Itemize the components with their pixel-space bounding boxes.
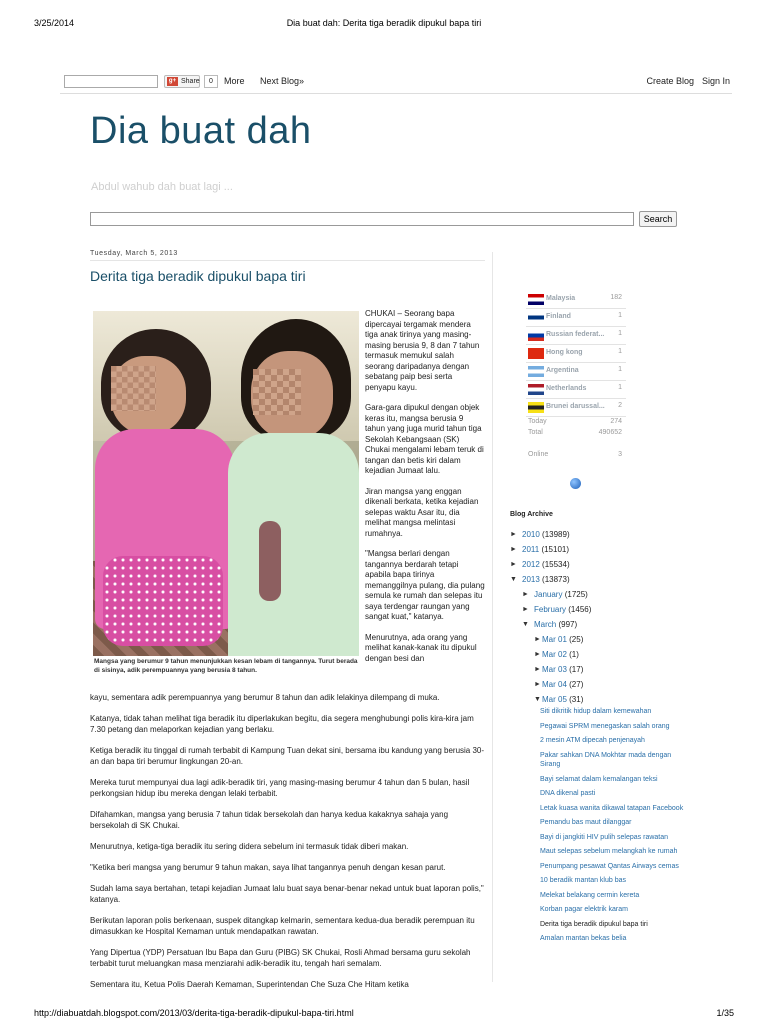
create-blog-link[interactable]: Create Blog (646, 76, 694, 86)
archive-toggle-icon[interactable]: ► (522, 606, 529, 613)
post-paragraph: Difahamkan, mangsa yang berusia 7 tahun tidak bersekolah dan hanya kedua kakaknya sahaja yang bersekolah di SK Chukai. (90, 810, 449, 830)
archive-post-link[interactable]: Penumpang pesawat Qantas Airways cemas (540, 862, 679, 870)
archive-post-link[interactable]: Amalan mantan bekas belia (540, 935, 627, 942)
post-photo[interactable] (93, 311, 359, 656)
post-paragraph: Yang Dipertua (YDP) Persatuan Ibu Bapa dan Guru (PIBG) SK Chukai, Rosli Ahmad bersama guru sekolah terbabit turut meluangkan masa menziarahi adik-beradik itu, tengah hari semalam. (90, 948, 471, 968)
archive-label[interactable]: March (534, 620, 557, 629)
flag-row (526, 291, 626, 309)
archive-count: (1725) (564, 590, 588, 599)
face-blur-mosaic (253, 369, 301, 415)
flag-count: 182 (610, 294, 622, 301)
archive-count: (13989) (542, 530, 570, 539)
flag-icon (528, 330, 544, 341)
flag-count: 1 (618, 330, 622, 337)
archive-label[interactable]: Mar 05 (542, 695, 567, 704)
flag-stat-row (526, 439, 626, 450)
archive-post-link[interactable]: Derita tiga beradik dipukul bapa tiri (540, 920, 648, 928)
flag-icon (528, 348, 544, 359)
post-paragraph: Menurutnya, ketiga-tiga beradik itu sering didera sebelum ini termasuk tidak diberi makan. (90, 842, 409, 851)
archive-label[interactable]: Mar 04 (542, 680, 567, 689)
archive-label[interactable]: Mar 03 (542, 665, 567, 674)
archive-item[interactable] (510, 527, 690, 542)
archive-toggle-icon[interactable]: ► (534, 681, 541, 688)
archive-post-link[interactable]: Bayi di jangkiti HIV pulih selepas rawatan (540, 833, 669, 841)
archive-count: (27) (569, 680, 584, 689)
archive-item[interactable] (510, 617, 690, 632)
archive-toggle-icon[interactable]: ► (522, 591, 529, 598)
flag-country: Malaysia (546, 295, 576, 302)
archive-count: (15534) (542, 560, 570, 569)
post-paragraph: Sudah lama saya bertahan, tetapi kejadian Jumaat lalu buat saya benar-benar nekad untuk buat laporan polis," katanya. (90, 884, 484, 904)
blog-description: Abdul wahub dah buat lagi ... (91, 181, 233, 193)
archive-item[interactable] (510, 677, 690, 692)
archive-post-link[interactable]: Melekat belakang cermin kereta (540, 891, 640, 899)
archive-item[interactable] (510, 557, 690, 572)
stat-value: 274 (610, 418, 622, 425)
archive-toggle-icon[interactable]: ▼ (534, 696, 541, 703)
post-paragraph: Katanya, tidak tahan melihat tiga beradik itu diperlakukan begitu, dia segera menghubungi polis kira-kira jam 7.30 petang dan melaporkan kejadian yang berlaku. (90, 714, 474, 734)
archive-label[interactable]: 2012 (522, 560, 540, 569)
more-link[interactable]: More (224, 76, 245, 86)
archive-label[interactable]: February (534, 605, 567, 614)
archive-post-link[interactable]: 2 mesin ATM dipecah penjenayah (540, 737, 645, 744)
print-date: 3/25/2014 (34, 18, 75, 28)
flag-country: Netherlands (546, 385, 587, 392)
flag-stat-row (526, 417, 626, 428)
flag-icon (528, 312, 544, 323)
face-blur-mosaic (111, 366, 156, 411)
archive-count: (31) (569, 695, 584, 704)
blogger-navbar (60, 72, 732, 94)
post-paragraph: Gara-gara dipukul dengan objek keras itu, mangsa berusia 9 tahun yang juga murid tahun tiga Sekolah Kebangsaan (SK) Chukai mengalami lebam teruk di tangan dan betis kiri dalam kejadian Jumaat lalu. (365, 403, 484, 475)
archive-item[interactable] (510, 542, 690, 557)
navbar-search-input[interactable] (64, 75, 158, 88)
post-side-text (365, 309, 485, 674)
flag-count: 1 (618, 348, 622, 355)
archive-count: (1) (569, 650, 579, 659)
archive-count: (13873) (542, 575, 570, 584)
flag-stat-row (526, 450, 626, 461)
flag-row (526, 399, 626, 417)
blog-title[interactable]: Dia buat dah (90, 110, 312, 152)
flag-counter-widget[interactable] (526, 291, 626, 461)
google-plus-icon: g+ (168, 78, 177, 84)
flag-icon (528, 294, 544, 305)
post-paragraph: Menurutnya, ada orang yang melihat kanak-kanak itu dipukul dengan besi dan (365, 632, 477, 663)
globe-icon[interactable] (570, 478, 581, 489)
archive-post-link[interactable]: Pakar sahkan DNA Mokhtar mada dengan Sirang (540, 751, 672, 768)
archive-toggle-icon[interactable]: ► (510, 531, 517, 538)
post-body (90, 692, 486, 1000)
archive-label[interactable]: Mar 01 (542, 635, 567, 644)
archive-count: (15101) (541, 545, 570, 554)
archive-post-link[interactable]: Pemandu bas maut dilanggar (540, 819, 632, 826)
blog-archive (510, 511, 690, 949)
archive-toggle-icon[interactable]: ► (534, 651, 541, 658)
photo-caption: Mangsa yang berumur 9 tahun menunjukkan kesan lebam di tangannya. Turut berada di sisinya, adik perempuannya yang berusia 8 tahun. (94, 658, 358, 674)
archive-post-link[interactable]: Bayi selamat dalam kemalangan teksi (540, 775, 658, 783)
stat-label: Total (528, 429, 543, 436)
archive-label[interactable]: 2011 (522, 545, 540, 554)
archive-count: (17) (569, 665, 584, 674)
post-title[interactable]: Derita tiga beradik dipukul bapa tiri (90, 268, 306, 284)
print-title: Dia buat dah: Derita tiga beradik dipukul bapa tiri (286, 18, 482, 28)
search-button[interactable]: Search (639, 211, 677, 227)
archive-post-link[interactable]: 10 beradik mantan klub bas (540, 877, 626, 884)
flag-count: 1 (618, 366, 622, 373)
flag-country: Argentina (546, 367, 579, 374)
archive-post-link[interactable]: Letak kuasa wanita dikawal tatapan Facebook (540, 804, 684, 812)
archive-count: (1456) (568, 605, 592, 614)
post-paragraph: Berikutan laporan polis berkenaan, suspek ditangkap kelmarin, sementara kedua-dua beradik perempuan itu dimasukkan ke Hospital Kemaman untuk mendapatkan rawatan. (90, 916, 475, 936)
archive-count: (25) (569, 635, 584, 644)
flag-icon (528, 384, 544, 395)
flag-count: 1 (618, 384, 622, 391)
archive-post-link[interactable]: Korban pagar elektrik karam (540, 906, 628, 913)
sign-in-link[interactable]: Sign In (701, 76, 730, 86)
archive-item[interactable] (510, 587, 690, 602)
flag-row (526, 381, 626, 399)
print-url: http://diabuatdah.blogspot.com/2013/03/derita-tiga-beradik-dipukul-bapa-tiri.html (34, 1008, 354, 1018)
post-paragraph: Mereka turut mempunyai dua lagi adik-beradik tiri, yang masing-masing berumur 4 tahun dan 5 bulan, hasil perkongsian hidup ibu mereka dengan lelaki terbabit. (90, 778, 470, 798)
flag-country: Brunei darussal... (546, 403, 605, 410)
post-paragraph: Ketiga beradik itu tinggal di rumah terbabit di Kampung Tuan dekat sini, bersama ibu kandung yang berusia 30-an dan bapa tiri berumur lingkungan 20-an. (90, 746, 485, 766)
archive-post-link[interactable]: DNA dikenal pasti (540, 790, 596, 797)
stat-value: 3 (618, 451, 622, 458)
archive-post-link[interactable]: Maut selepas sebelum melangkah ke rumah (540, 848, 678, 855)
stat-label: Online (528, 451, 549, 458)
flag-country: Hong kong (546, 349, 583, 356)
post-paragraph: "Mangsa berlari dengan tangannya berdarah tetapi apabila bapa tirinya memanggilnya pulang, dia pulang semula ke rumah dan selepas itu saya terdengar raungan yang sangat kuat," katanya. (365, 549, 485, 621)
archive-label[interactable]: January (534, 590, 563, 599)
post-paragraph: kayu, sementara adik perempuannya yang berumur 8 tahun dan adik lelakinya dilempang di muka. (90, 693, 440, 702)
archive-item[interactable] (510, 632, 690, 647)
sidebar-divider (492, 252, 493, 982)
archive-item[interactable] (510, 602, 690, 617)
archive-label[interactable]: Mar 02 (542, 650, 567, 659)
archive-toggle-icon[interactable]: ► (534, 636, 541, 643)
post-paragraph: "Ketika beri mangsa yang berumur 9 tahun makan, saya lihat tangannya penuh dengan kesan parut. (90, 863, 446, 872)
archive-count: (997) (558, 620, 578, 629)
archive-item[interactable] (510, 662, 690, 677)
archive-label[interactable]: 2010 (522, 530, 540, 539)
post-date: Tuesday, March 5, 2013 (90, 250, 485, 261)
flag-row (526, 309, 626, 327)
archive-label[interactable]: 2013 (522, 575, 540, 584)
blog-search-input[interactable] (90, 212, 634, 226)
archive-toggle-icon[interactable]: ▼ (510, 576, 517, 583)
share-label: Share (181, 78, 200, 85)
next-blog-link[interactable]: Next Blog» (260, 76, 305, 86)
archive-toggle-icon[interactable]: ► (534, 666, 541, 673)
archive-heading: Blog Archive (510, 511, 553, 518)
post-paragraph: Jiran mangsa yang enggan dikenali berkata, ketika kejadian selepas waktu Asar itu, dia melihat mangsa melintasi rumahnya. (365, 486, 479, 538)
archive-item[interactable] (510, 572, 690, 587)
flag-row (526, 345, 626, 363)
archive-post-link[interactable]: Siti dikritik hidup dalam kemewahan (540, 708, 652, 715)
stat-label: Today (528, 418, 547, 425)
flag-country: Finland (546, 313, 571, 320)
flag-country: Russian federat... (546, 331, 605, 338)
archive-item[interactable] (510, 647, 690, 662)
share-count: 0 (204, 75, 218, 88)
archive-toggle-icon[interactable]: ► (510, 546, 517, 553)
flag-icon (528, 366, 544, 377)
flag-stat-row (526, 428, 626, 439)
post-paragraph: CHUKAI – Seorang bapa dipercayai tergamak mendera tiga anak tirinya yang masing-masing berusia 9, 8 dan 7 tahun termasuk memukul salah seorang daripadanya dengan sebatang paip besi serta penyapu kayu. (365, 309, 480, 392)
flag-icon (528, 402, 544, 413)
print-page-number: 1/35 (716, 1008, 734, 1018)
post-paragraph: Sementara itu, Ketua Polis Daerah Kemaman, Superintendan Che Suza Che Hitam ketika (90, 980, 409, 989)
flag-row (526, 327, 626, 345)
flag-count: 1 (618, 312, 622, 319)
google-plus-share-button[interactable] (164, 75, 200, 88)
archive-post-link[interactable]: Pegawai SPRM menegaskan salah orang (540, 722, 670, 730)
flag-row (526, 363, 626, 381)
flag-count: 2 (618, 402, 622, 409)
archive-item[interactable] (510, 692, 690, 707)
archive-toggle-icon[interactable]: ▼ (522, 621, 529, 628)
archive-toggle-icon[interactable]: ► (510, 561, 517, 568)
stat-value: 490652 (598, 429, 622, 436)
